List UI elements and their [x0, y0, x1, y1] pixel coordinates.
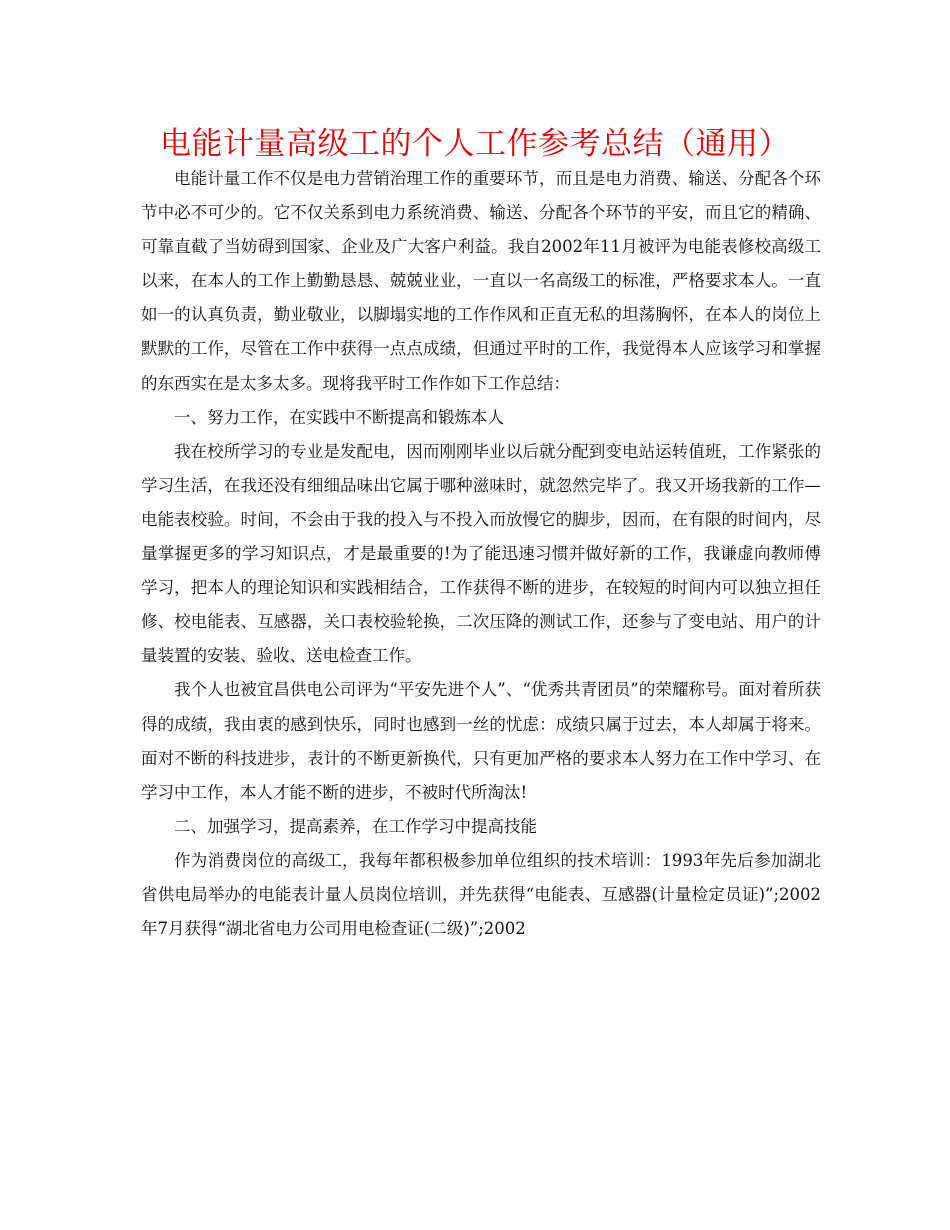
paragraph-section-1: 我在校所学习的专业是发配电，因而刚刚毕业以后就分配到变电站运转值班，工作紧张的学习生活，在我还没有细细品味出它属于哪种滋味时，就忽然完毕了。我又开场我新的工作—电能表校验。时间，不会由于我的投入与不投入而放慢它的脚步，因而，在有限的时间内，尽量掌握更多的学习知识点，才是最重要的!为了能迅速习惯并做好新的工作，我谦虚向教师傅学习，把本人的理论知识和实践相结合，工作获得不断的进步，在较短的时间内可以独立担任修、校电能表、互感器，关口表校验轮换，二次压降的测试工作，还参与了变电站、用户的计量装置的安装、验收、送电检查工作。: [141, 441, 821, 666]
document-title: 电能计量高级工的个人工作参考总结（通用）: [160, 126, 790, 162]
section-heading-2: 二、加强学习，提高素养，在工作学习中提高技能: [174, 816, 537, 836]
paragraph-section-2: 作为消费岗位的高级工，我每年都积极参加单位组织的技术培训：1993年先后参加湖北省供电局举办的电能表计量人员岗位培训，并先获得“电能表、互感器(计量检定员证)”;2002年7月获得“湖北省电力公司用电检查证(二级)”;2002: [141, 850, 821, 939]
paragraph-intro: 电能计量工作不仅是电力营销治理工作的重要环节，而且是电力消费、输送、分配各个环节中必不可少的。它不仅关系到电力系统消费、输送、分配各个环节的平安，而且它的精确、可靠直截了当妨碍到国家、企业及广大客户利益。我自2002年11月被评为电能表修校高级工以来，在本人的工作上勤勤恳恳、兢兢业业，一直以一名高级工的标准，严格要求本人。一直如一的认真负责，勤业敬业，以脚塌实地的工作作风和正直无私的坦荡胸怀，在本人的岗位上默默的工作，尽管在工作中获得一点点成绩，但通过平时的工作，我觉得本人应该学习和掌握的东西实在是太多太多。现将我平时工作作如下工作总结：: [141, 169, 821, 393]
section-heading-1: 一、努力工作，在实践中不断提高和锻炼本人: [174, 407, 504, 427]
paragraph-honors: 我个人也被宜昌供电公司评为“平安先进个人”、“优秀共青团员”的荣耀称号。面对着所获得的成绩，我由衷的感到快乐，同时也感到一丝的忧虑：成绩只属于过去，本人却属于将来。面对不断的科技进步，表计的不断更新换代，只有更加严格的要求本人努力在工作中学习、在学习中工作，本人才能不断的进步，不被时代所淘汰!: [141, 680, 821, 802]
document-body: [141, 162, 821, 946]
